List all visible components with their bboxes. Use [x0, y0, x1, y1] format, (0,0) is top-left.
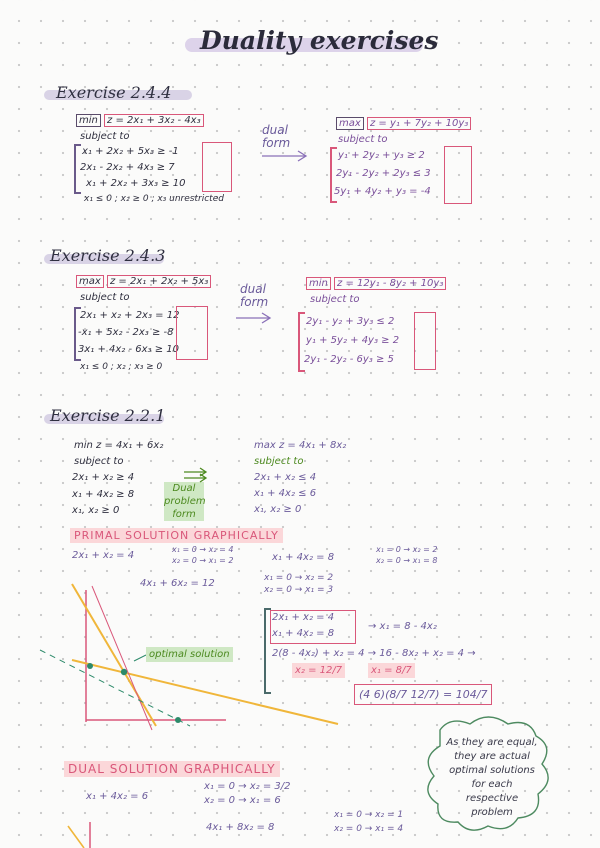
- ex1-primal-objective: min z = 2x₁ + 3x₂ - 4x₃: [76, 113, 204, 128]
- ex3-primal-line-4: x₁ + 4x₂ ≥ 8: [72, 489, 135, 500]
- ex3-dual-line-1: max z = 4x₁ + 8x₂: [254, 440, 347, 451]
- d-eq1-points: x₁ = 0 → x₂ = 3/2 x₂ = 0 → x₁ = 6: [204, 781, 291, 806]
- ex2-primal-row-3: 3x₁ + 4x₂ - 6x₃ ≥ 10: [78, 344, 180, 355]
- ex3-heading: Exercise 2.2.1: [50, 406, 166, 425]
- ex3-dual-line-3: 2x₁ + x₂ ≤ 4: [254, 472, 317, 483]
- solution-x1: x₁ = 8/7: [368, 663, 415, 678]
- ex3-arrow-label: Dual problem form: [164, 483, 206, 520]
- primal-line-3: [92, 586, 152, 730]
- ex2-primal-row-2: -x₁ + 5x₂ - 2x₃ ≥ -8: [78, 327, 174, 338]
- d-eq2-points: x₁ = 0 → x₂ = 1 x₂ = 0 → x₁ = 4: [334, 810, 404, 834]
- optimal-point: [121, 669, 127, 675]
- ex1-dual-objective: max z = y₁ + 7y₂ + 10y₃: [336, 116, 471, 131]
- dual-graph-title: DUAL SOLUTION GRAPHICALLY: [64, 761, 280, 777]
- ex1-dual-row-1: y₁ + 2y₂ + y₃ ≥ 2: [338, 150, 425, 161]
- ex1-heading: Exercise 2.4.4: [56, 83, 172, 102]
- ex2-arrow: [236, 313, 270, 323]
- d-eq1: x₁ + 4x₂ = 6: [86, 791, 149, 802]
- vertex-2: [175, 717, 181, 723]
- p-eq1-points: x₁ = 0 → x₂ = 4 x₂ = 0 → x₁ = 2: [172, 545, 234, 565]
- ex2-dual-row-1: 2y₁ - y₂ + 3y₃ ≤ 2: [306, 316, 395, 327]
- ex3-dual-line-2: subject to: [254, 456, 304, 467]
- ex1-primal-signs: x₁ ≤ 0 ; x₂ ≥ 0 ; x₃ unrestricted: [84, 194, 224, 204]
- conclusion-note: As they are equal, they are actual optimal solutions for each respective problem: [446, 737, 538, 818]
- primal-line-2: [72, 660, 338, 724]
- p-obj-points: x₁ = 0 → x₂ = 2 x₂ = 0 → x₁ = 3: [264, 573, 334, 595]
- p-eq1: 2x₁ + x₂ = 4: [72, 550, 135, 561]
- ex1-dual-row-2: 2y₁ - 2y₂ + 2y₃ ≤ 3: [336, 168, 431, 179]
- p-eq2: x₁ + 4x₂ = 8: [272, 552, 335, 563]
- ex2-heading: Exercise 2.4.3: [50, 246, 166, 265]
- sys-eq-1: 2x₁ + x₂ = 4: [272, 612, 335, 623]
- ex2-arrow-label: dual form: [240, 282, 269, 309]
- ex3-dual-line-4: x₁ + 4x₂ ≤ 6: [254, 488, 317, 499]
- ex1-dual-subject: subject to: [338, 134, 388, 145]
- ex1-arrow-label: dual form: [262, 123, 291, 150]
- ex1-dual-row-3: 5y₁ + 4y₂ + y₃ = -4: [334, 186, 431, 197]
- ex3-arrow-2: [184, 474, 206, 482]
- ex1-primal-row-2: 2x₁ - 2x₂ + 4x₃ ≥ 7: [80, 162, 175, 173]
- ex3-dual-line-5: x₁, x₂ ≥ 0: [254, 504, 302, 515]
- ex1-primal-row-1: x₁ + 2x₂ + 5x₃ ≥ -1: [82, 146, 179, 157]
- primal-graph-title: PRIMAL SOLUTION GRAPHICALLY: [70, 528, 283, 543]
- ex2-dual-row-3: 2y₁ - 2y₂ - 6y₃ ≥ 5: [304, 354, 394, 365]
- ex2-primal-row-1: 2x₁ + x₂ + 2x₃ = 12: [80, 310, 180, 321]
- optimal-pointer: [134, 655, 146, 661]
- ex2-primal-objective: max z = 2x₁ + 2x₂ + 5x₃: [76, 274, 211, 289]
- ex2-primal-subject: subject to: [80, 292, 130, 303]
- page-title: Duality exercises: [200, 26, 439, 55]
- ex1-primal-subject: subject to: [80, 131, 130, 142]
- substitution: 2(8 - 4x₂) + x₂ = 4 → 16 - 8x₂ + x₂ = 4 →: [272, 648, 476, 659]
- ex2-dual-subject: subject to: [310, 294, 360, 305]
- matrix-product: (4 6)(8/7 12/7) = 104/7: [354, 684, 492, 705]
- dual-line: [68, 826, 84, 848]
- p-obj: 4x₁ + 6x₂ = 12: [140, 578, 215, 589]
- solution-x2: x₂ = 12/7: [292, 663, 345, 678]
- ex3-primal-line-1: min z = 4x₁ + 6x₂: [74, 440, 164, 451]
- ex2-primal-signs: x₁ ≤ 0 ; x₂ ; x₃ ≥ 0: [80, 362, 163, 372]
- ex3-primal-line-5: x₁, x₂ ≥ 0: [72, 505, 120, 516]
- optimal-solution-label: optimal solution: [146, 647, 233, 662]
- ex2-dual-objective: min z = 12y₁ - 8y₂ + 10y₃: [306, 276, 446, 291]
- primal-line-1: [72, 584, 156, 726]
- ex1-primal-row-3: x₁ + 2x₂ + 3x₃ ≥ 10: [86, 178, 186, 189]
- sys-result: → x₁ = 8 - 4x₂: [368, 621, 437, 632]
- ex1-arrow: [262, 151, 306, 161]
- p-eq2-points: x₁ = 0 → x₂ = 2 x₂ = 0 → x₁ = 8: [376, 545, 438, 565]
- ex2-dual-row-2: y₁ + 5y₂ + 4y₃ ≥ 2: [306, 335, 400, 346]
- sys-eq-2: x₁ + 4x₂ = 8: [272, 628, 335, 639]
- ex3-primal-line-2: subject to: [74, 456, 124, 467]
- vertex-1: [87, 663, 93, 669]
- d-eq2: 4x₁ + 8x₂ = 8: [206, 822, 275, 833]
- ex3-arrow: [184, 468, 206, 476]
- ex3-primal-line-3: 2x₁ + x₂ ≥ 4: [72, 472, 135, 483]
